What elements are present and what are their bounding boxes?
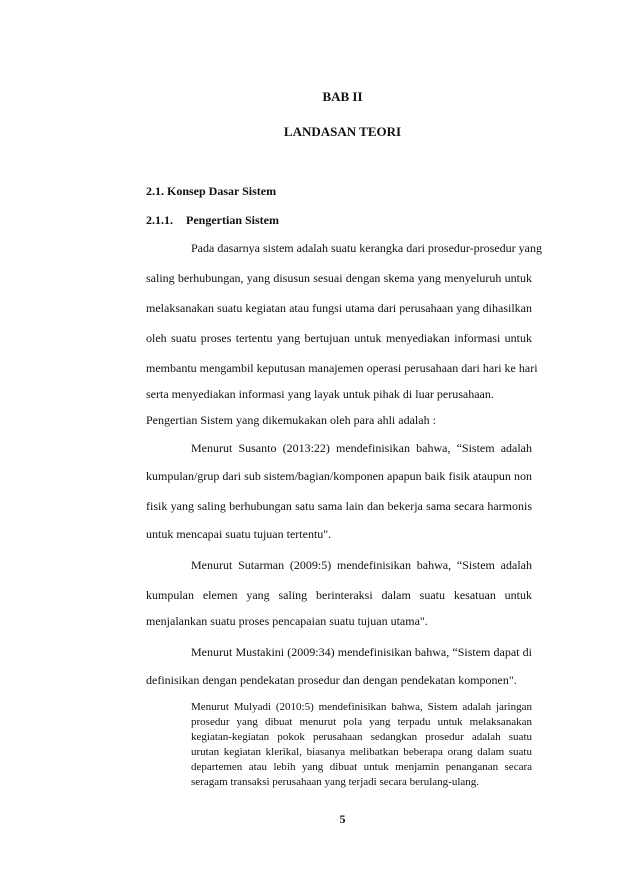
paragraph-line: serta menyediakan informasi yang layak untuk pihak di luar perusahaan. xyxy=(146,387,494,401)
paragraph-line: kumpulan/grup dari sub sistem/bagian/komponen apapun baik fisik ataupun non xyxy=(146,469,532,483)
section-heading: 2.1. Konsep Dasar Sistem xyxy=(146,184,277,198)
paragraph-line: Menurut Sutarman (2009:5) mendefinisikan bahwa, “Sistem adalah xyxy=(191,558,532,572)
chapter-title: LANDASAN TEORI xyxy=(283,124,402,139)
quote-line: Menurut Mulyadi (2010:5) mendefinisikan bahwa, Sistem adalah jaringan xyxy=(191,701,532,713)
subsection-title: Pengertian Sistem xyxy=(186,213,279,227)
paragraph-line: kumpulan elemen yang saling berinteraksi dalam suatu kesatuan untuk xyxy=(146,588,532,602)
paragraph-line: Menurut Susanto (2013:22) mendefinisikan bahwa, “Sistem adalah xyxy=(191,441,532,455)
page-number: 5 xyxy=(339,812,346,826)
paragraph-line: Pada dasarnya sistem adalah suatu kerangka dari prosedur-prosedur yang xyxy=(191,241,542,255)
paragraph-line: untuk mencapai suatu tujuan tertentu". xyxy=(146,527,332,541)
quote-line: prosedur yang dibuat menurut pola yang terpadu untuk melaksanakan xyxy=(191,716,532,728)
subsection-number: 2.1.1. xyxy=(146,213,173,227)
paragraph-line: saling berhubungan, yang disusun sesuai dengan skema yang menyeluruh untuk xyxy=(146,271,532,285)
quote-line: urutan kegiatan klerikal, biasanya melibatkan beberapa orang dalam suatu xyxy=(191,746,532,758)
paragraph-line: definisikan dengan pendekatan prosedur dan dengan pendekatan komponen". xyxy=(146,673,517,687)
paragraph-line: melaksanakan suatu kegiatan atau fungsi utama dari perusahaan yang dihasilkan xyxy=(146,301,532,315)
quote-line: kegiatan-kegiatan pokok perusahaan sedangkan prosedur adalah suatu xyxy=(191,731,532,743)
quote-line: seragam transaksi perusahaan yang terjadi secara berulang-ulang. xyxy=(191,776,480,788)
paragraph-line: fisik yang saling berhubungan satu sama lain dan bekerja sama secara harmonis xyxy=(146,499,532,513)
subsection-heading xyxy=(146,213,279,228)
paragraph-line: menjalankan suatu proses pencapaian suatu tujuan utama". xyxy=(146,614,428,628)
intro-line: Pengertian Sistem yang dikemukakan oleh para ahli adalah : xyxy=(146,413,436,427)
paragraph-line: Menurut Mustakini (2009:34) mendefinisikan bahwa, “Sistem dapat di xyxy=(191,645,532,659)
paragraph-line: membantu mengambil keputusan manajemen operasi perusahaan dari hari ke hari xyxy=(146,361,538,375)
paragraph-line: oleh suatu proses tertentu yang bertujuan untuk menyediakan informasi untuk xyxy=(146,331,532,345)
chapter-number: BAB II xyxy=(322,89,363,104)
quote-line: departemen atau lebih yang dibuat untuk menjamin penanganan secara xyxy=(191,761,532,773)
